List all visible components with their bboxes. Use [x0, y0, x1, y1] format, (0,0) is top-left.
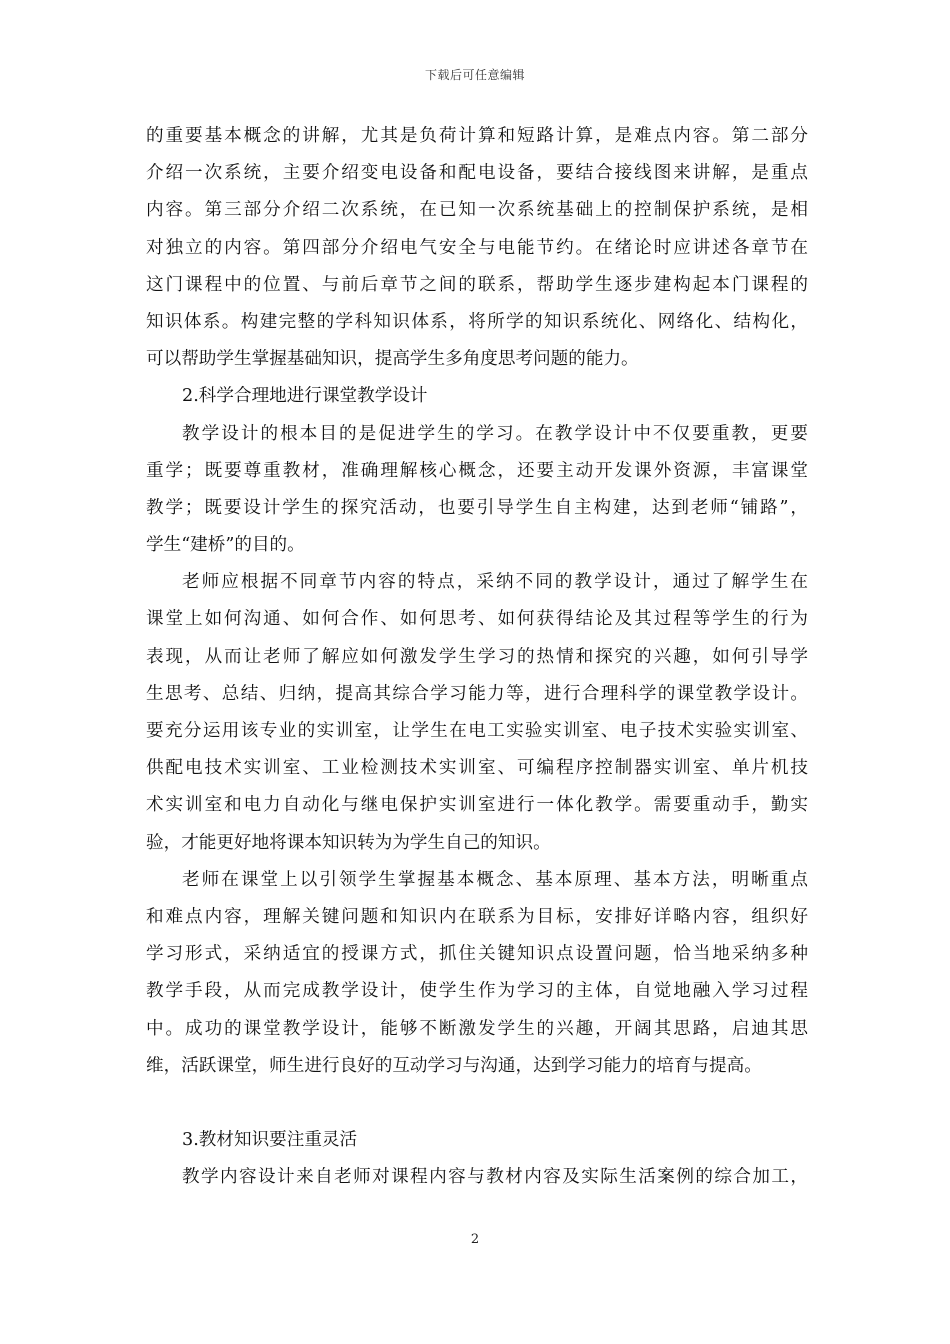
blank-line — [146, 1085, 808, 1122]
paragraph-line: 课堂上如何沟通、如何合作、如何思考、如何获得结论及其过程等学生的行为 — [146, 609, 808, 630]
paragraph-line: 术实训室和电力自动化与继电保护实训室进行一体化教学。需要重动手，勤实 — [146, 795, 808, 816]
paragraph-line: 生思考、总结、归纳，提高其综合学习能力等，进行合理科学的课堂教学设计。 — [146, 683, 808, 704]
paragraph-line: 知识体系。构建完整的学科知识体系，将所学的知识系统化、网络化、结构化， — [146, 311, 808, 332]
paragraph-line: 中。成功的课堂教学设计，能够不断激发学生的兴趣，开阔其思路，启迪其思 — [146, 1018, 808, 1039]
paragraph-line: 内容。第三部分介绍二次系统，在已知一次系统基础上的控制保护系统，是相 — [146, 200, 808, 221]
paragraph-line: 教学设计的根本目的是促进学生的学习。在教学设计中不仅要重教，更要 — [182, 423, 808, 444]
paragraph-line: 可以帮助学生掌握基础知识，提高学生多角度思考问题的能力。 — [146, 349, 639, 370]
paragraph-line: 对独立的内容。第四部分介绍电气安全与电能节约。在绪论时应讲述各章节在 — [146, 237, 808, 258]
paragraph-line: 要充分运用该专业的实训室，让学生在电工实验实训室、电子技术实验实训室、 — [146, 721, 808, 741]
document-body — [146, 118, 808, 1196]
section-heading: 2.科学合理地进行课堂教学设计 — [182, 386, 428, 407]
page-header: 下载后可任意编辑 — [424, 68, 525, 82]
paragraph-line: 学生“建桥”的目的。 — [146, 535, 305, 556]
section-heading: 3.教材知识要注重灵活 — [182, 1130, 358, 1151]
paragraph-line: 的重要基本概念的讲解，尤其是负荷计算和短路计算，是难点内容。第二部分 — [146, 126, 808, 146]
paragraph-line: 介绍一次系统，主要介绍变电设备和配电设备，要结合接线图来讲解，是重点 — [146, 163, 808, 184]
paragraph-line: 验，才能更好地将课本知识转为为学生自己的知识。 — [146, 832, 551, 853]
paragraph-line: 和难点内容，理解关键问题和知识内在联系为目标，安排好详略内容，组织好 — [146, 906, 808, 927]
paragraph-line: 老师在课堂上以引领学生掌握基本概念、基本原理、基本方法，明晰重点 — [182, 869, 808, 890]
paragraph-line: 这门课程中的位置、与前后章节之间的联系，帮助学生逐步建构起本门课程的 — [146, 274, 808, 295]
paragraph-line: 供配电技术实训室、工业检测技术实训室、可编程序控制器实训室、单片机技 — [146, 758, 808, 779]
paragraph-line: 表现，从而让老师了解应如何激发学生学习的热情和探究的兴趣，如何引导学 — [146, 646, 808, 667]
paragraph-line: 教学内容设计来自老师对课程内容与教材内容及实际生活案例的综合加工， — [182, 1167, 808, 1188]
page-number: 2 — [470, 1232, 480, 1247]
paragraph-line: 维，活跃课堂，师生进行良好的互动学习与沟通，达到学习能力的培育与提高。 — [146, 1055, 762, 1076]
paragraph-line: 老师应根据不同章节内容的特点，采纳不同的教学设计，通过了解学生在 — [182, 572, 808, 593]
paragraph-line: 重学；既要尊重教材，准确理解核心概念，还要主动开发课外资源，丰富课堂 — [146, 460, 808, 481]
paragraph-line: 教学手段，从而完成教学设计，使学生作为学习的主体，自觉地融入学习过程 — [146, 981, 808, 1002]
paragraph-line: 学习形式，采纳适宜的授课方式，抓住关键知识点设置问题，恰当地采纳多种 — [146, 944, 808, 965]
paragraph-line: 教学；既要设计学生的探究活动，也要引导学生自主构建，达到老师“铺路”， — [146, 497, 808, 518]
